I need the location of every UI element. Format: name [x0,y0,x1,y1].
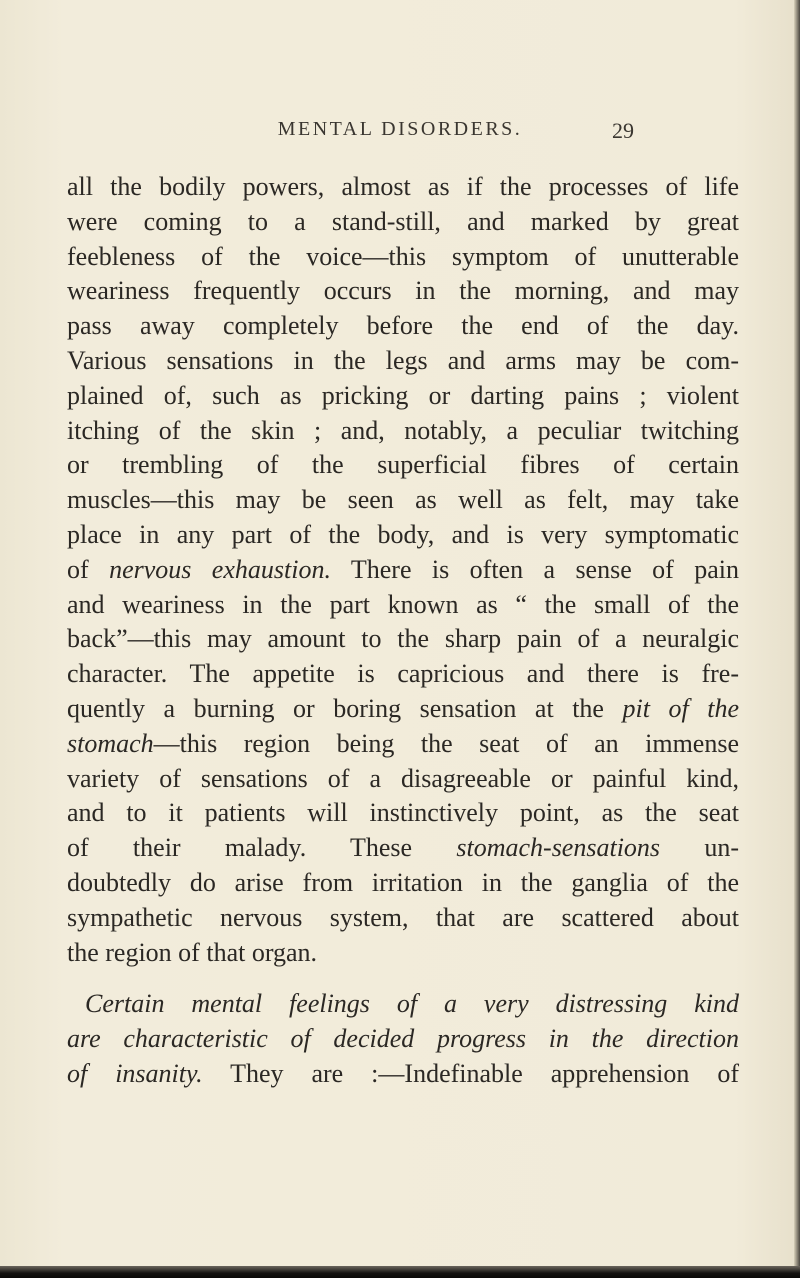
text-line: and to it patients will instinctively point, as the seat [67,798,739,828]
running-head: MENTAL DISORDERS. [277,118,523,140]
paragraph-1 [67,170,739,970]
italic-phrase: pit of the [622,693,739,723]
text-run: un- [660,833,739,863]
body-text [67,170,739,1092]
text-line [67,553,739,588]
italic-phrase: of insanity. [67,1058,203,1088]
text-run: There is often a sense of pain [330,554,739,584]
text-line: weariness frequently occurs in the morning, and may [67,276,739,306]
text-line: sympathetic nervous system, that are scattered about [67,902,739,932]
text-line: plained of, such as pricking or darting pains ; violent [67,380,739,410]
text-line: the region of that organ. [67,937,318,967]
text-run: of their malady. These [67,833,457,863]
text-line: Various sensations in the legs and arms may be com- [67,345,739,375]
text-line: muscles—this may be seen as well as felt, may take [67,485,739,515]
text-line: back”—this may amount to the sharp pain of a neuralgic [67,624,739,654]
text-line [67,1022,739,1057]
text-line: or trembling of the superficial fibres of certain [67,450,739,480]
text-line: pass away completely before the end of the day. [67,311,739,341]
text-line [67,831,739,866]
text-line: and weariness in the part known as “ the small of the [67,589,739,619]
text-line [67,692,739,727]
text-line: place in any part of the body, and is very symptomatic [67,519,739,549]
paragraph-2 [67,987,739,1091]
text-run: They are :—Indefinable apprehension of [202,1058,740,1088]
text-line [67,727,739,762]
text-line [67,987,739,1022]
italic-phrase: stomach-sensations [456,833,661,863]
text-run: —this region being the seat of an immense [153,728,739,758]
text-line [67,1057,739,1092]
page-bottom-shadow [0,1266,800,1278]
text-line: variety of sensations of a disagreeable or painful kind, [67,763,739,793]
italic-phrase: Certain mental feelings of a very distressing kind [85,989,739,1019]
italic-phrase: nervous exhaustion. [109,554,331,584]
italic-phrase: stomach [67,728,154,758]
text-line: character. The appetite is capricious and there is fre- [67,659,739,689]
text-line: feebleness of the voice—this symptom of unutterable [67,241,739,271]
page-number: 29 [612,118,634,143]
text-line: itching of the skin ; and, notably, a peculiar twitching [67,415,739,445]
italic-phrase: are characteristic of decided progress in the direction [67,1024,739,1054]
text-run: of [67,554,110,584]
text-line: doubtedly do arise from irritation in the ganglia of the [67,867,739,897]
page-edge-shadow [794,0,800,1278]
text-line: were coming to a stand-still, and marked by great [67,206,739,236]
text-line: all the bodily powers, almost as if the processes of life [67,172,739,201]
text-run: quently a burning or boring sensation at the [67,693,623,723]
page-header [0,118,800,148]
